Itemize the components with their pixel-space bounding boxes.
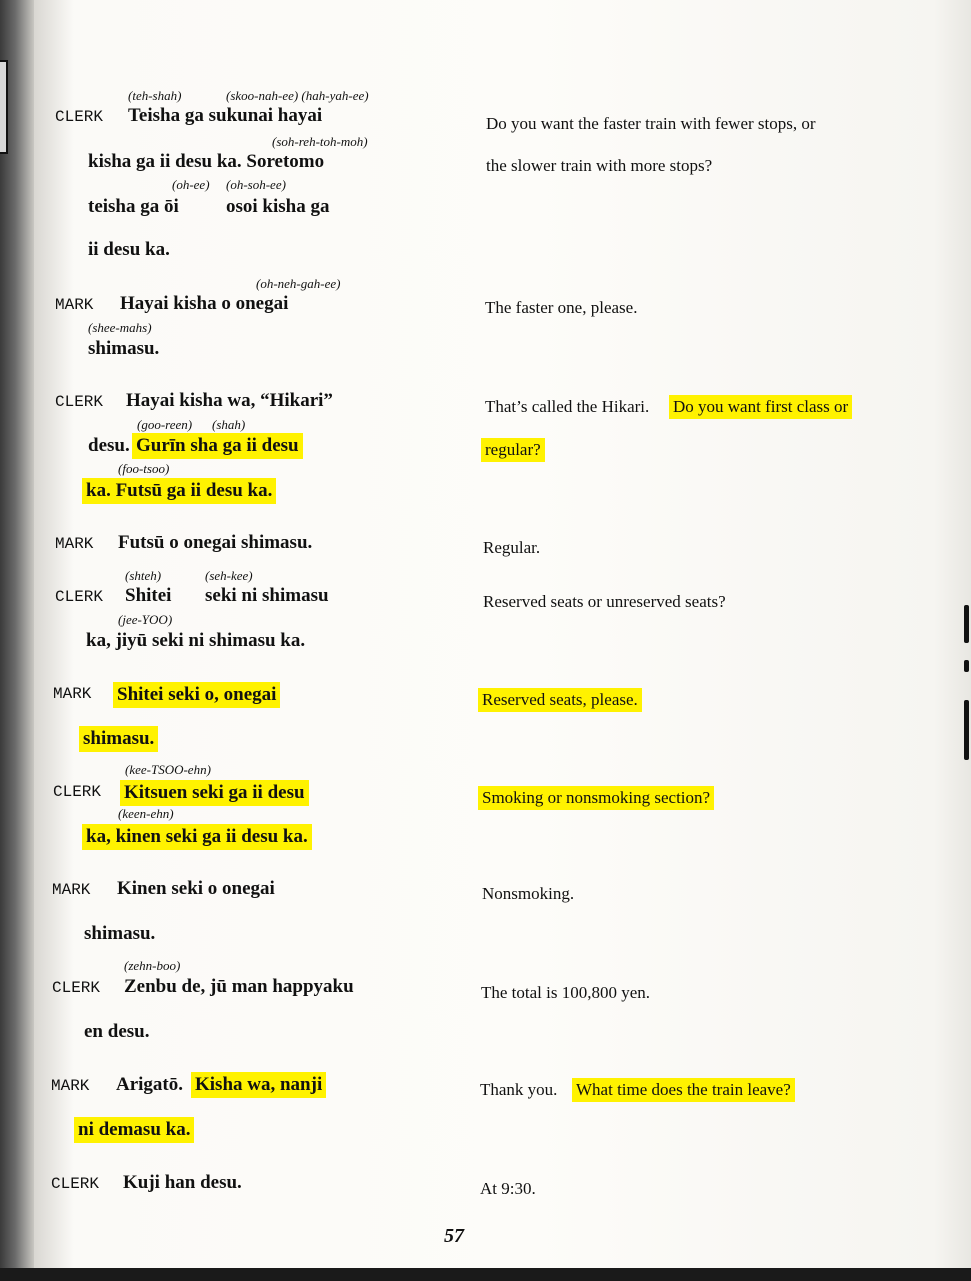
highlighted-japanese: ni demasu ka. xyxy=(74,1117,194,1143)
japanese-line: Kinen seki o onegai xyxy=(117,878,275,899)
highlighted-japanese: Kitsuen seki ga ii desu xyxy=(120,780,309,806)
pronunciation: (teh-shah) xyxy=(128,88,182,103)
english-translation: the slower train with more stops? xyxy=(486,156,713,175)
japanese-line: Shitei xyxy=(125,585,172,606)
speaker-label: CLERK xyxy=(55,393,104,411)
highlighted-translation: Smoking or nonsmoking section? xyxy=(478,786,714,810)
japanese-line: osoi kisha ga xyxy=(226,196,330,217)
pronunciation: (zehn-boo) xyxy=(124,958,181,973)
pronunciation: (shah) xyxy=(212,417,246,432)
binding-tab xyxy=(0,60,8,154)
highlighted-japanese: Gurīn sha ga ii desu xyxy=(132,433,303,459)
japanese-line: seki ni shimasu xyxy=(205,585,329,606)
pronunciation: (oh-soh-ee) xyxy=(226,177,286,192)
highlighted-japanese: ka. Futsū ga ii desu ka. xyxy=(82,478,276,504)
highlighted-translation: What time does the train leave? xyxy=(572,1078,795,1102)
pronunciation: (oh-neh-gah-ee) xyxy=(256,276,341,291)
speaker-label: CLERK xyxy=(52,979,101,997)
japanese-line: Kuji han desu. xyxy=(123,1172,242,1193)
edge-mark xyxy=(964,660,969,672)
english-translation: The total is 100,800 yen. xyxy=(481,983,651,1002)
japanese-line: en desu. xyxy=(84,1021,150,1042)
japanese-line: Arigatō. xyxy=(116,1074,184,1095)
speaker-label: MARK xyxy=(53,685,92,703)
speaker-label: CLERK xyxy=(51,1175,100,1193)
english-translation: The faster one, please. xyxy=(485,298,638,317)
book-binding-shadow xyxy=(0,0,34,1281)
highlighted-japanese: Shitei seki o, onegai xyxy=(113,682,280,708)
pronunciation: (goo-reen) xyxy=(137,417,193,432)
english-translation: Regular. xyxy=(483,538,541,557)
japanese-line: Hayai kisha wa, “Hikari” xyxy=(126,390,333,411)
pronunciation: (soh-reh-toh-moh) xyxy=(272,134,368,149)
japanese-line: ka, jiyū seki ni shimasu ka. xyxy=(86,630,306,651)
japanese-line: teisha ga ōi xyxy=(88,196,179,217)
pronunciation: (shteh) xyxy=(125,568,162,583)
japanese-line: kisha ga ii desu ka. Soretomo xyxy=(88,151,325,172)
speaker-label: CLERK xyxy=(55,108,104,126)
scan-bottom-edge xyxy=(0,1268,971,1281)
english-translation: At 9:30. xyxy=(480,1179,536,1198)
speaker-label: MARK xyxy=(55,296,94,314)
edge-mark xyxy=(964,700,969,760)
japanese-line: Hayai kisha o onegai xyxy=(120,293,289,314)
highlighted-translation: Reserved seats, please. xyxy=(478,688,642,712)
page-number: 57 xyxy=(444,1225,464,1247)
pronunciation: (shee-mahs) xyxy=(88,320,152,335)
pronunciation: (keen-ehn) xyxy=(118,806,174,821)
japanese-line: Zenbu de, jū man happyaku xyxy=(124,976,354,997)
pronunciation: (oh-ee) xyxy=(172,177,210,192)
japanese-line: shimasu. xyxy=(88,338,160,359)
english-translation: Reserved seats or unreserved seats? xyxy=(483,592,726,611)
edge-mark xyxy=(964,605,969,643)
speaker-label: CLERK xyxy=(55,588,104,606)
english-translation: Thank you. xyxy=(480,1080,558,1099)
japanese-line: Futsū o onegai shimasu. xyxy=(118,532,313,553)
japanese-line: desu. xyxy=(88,435,130,456)
speaker-label: CLERK xyxy=(53,783,102,801)
highlighted-japanese: Kisha wa, nanji xyxy=(191,1072,326,1098)
japanese-line: Teisha ga sukunai hayai xyxy=(128,105,323,126)
japanese-line: ii desu ka. xyxy=(88,239,170,260)
highlighted-translation: regular? xyxy=(481,438,545,462)
english-translation: Nonsmoking. xyxy=(482,884,575,903)
speaker-label: MARK xyxy=(55,535,94,553)
speaker-label: MARK xyxy=(51,1077,90,1095)
pronunciation: (kee-TSOO-ehn) xyxy=(125,762,211,777)
english-translation: Do you want the faster train with fewer stops, or xyxy=(486,114,816,133)
pronunciation: (skoo-nah-ee) (hah-yah-ee) xyxy=(226,88,369,103)
highlighted-japanese: ka, kinen seki ga ii desu ka. xyxy=(82,824,312,850)
speaker-label: MARK xyxy=(52,881,91,899)
japanese-line: shimasu. xyxy=(84,923,156,944)
pronunciation: (foo-tsoo) xyxy=(118,461,170,476)
highlighted-translation: Do you want first class or xyxy=(669,395,852,419)
pronunciation: (jee-YOO) xyxy=(118,612,173,627)
highlighted-japanese: shimasu. xyxy=(79,726,158,752)
english-translation: That’s called the Hikari. xyxy=(485,397,650,416)
pronunciation: (seh-kee) xyxy=(205,568,253,583)
